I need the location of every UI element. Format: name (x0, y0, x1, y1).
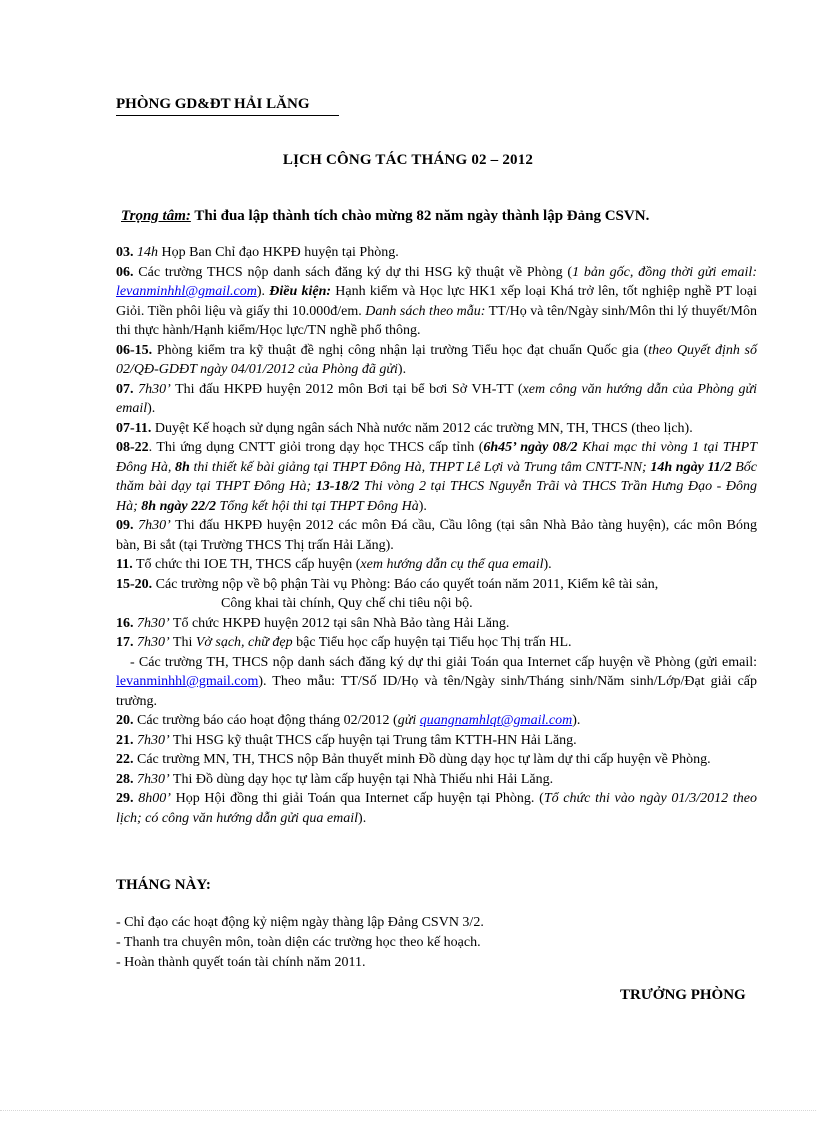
schedule-item-22: 22. Các trường MN, TH, THCS nộp Bản thuyết minh Đồ dùng dạy học tự làm dự thi cấp huyện về Phòng. (116, 752, 711, 767)
schedule-item-21: 21. 7h30’ Thi HSG kỹ thuật THCS cấp huyện tại Trung tâm KTTH-HN Hải Lăng. (116, 732, 577, 748)
schedule-item-20: 20. Các trường báo cáo hoạt động tháng 02/2012 (gửi quangnamhlqt@gmail.com). (116, 713, 581, 728)
schedule-item-17: 17. 7h30’ Thi Vở sạch, chữ đẹp bậc Tiểu học cấp huyện tại Tiểu học Thị trấn HL. (116, 635, 572, 650)
month-heading: THÁNG NÀY: (116, 877, 211, 893)
schedule-item-28: 28. 7h30’ Thi Đồ dùng dạy học tự làm cấp huyện tại Nhà Thiếu nhi Hải Lăng. (116, 771, 554, 787)
schedule-item-09: 09. 7h30’ Thi đấu HKPĐ huyện 2012 các môn Đá cầu, Cầu lông (tại sân Nhà Bảo tàng huyện), các môn Bóng bàn, Bi sắt (tại Trường THCS Thị trấn Hải Lăng). (116, 518, 757, 553)
focus-text: Thi đua lập thành tích chào mừng 82 năm ngày thành lập Đảng CSVN. (190, 208, 650, 224)
schedule-item-29: 29. 8h00’ Họp Hội đồng thi giải Toán qua Internet cấp huyện tại Phòng. (Tổ chức thi vào ngày 01/3/2012 theo lịch; có công văn hướng dẫn gửi qua email). (116, 791, 757, 826)
schedule-item-06-15: 06-15. Phòng kiểm tra kỹ thuật đề nghị công nhận lại trường Tiểu học đạt chuẩn Quốc gia (theo Quyết định số 02/QĐ-GDĐT ngày 04/01/2012 của Phòng đã gửi). (116, 342, 757, 377)
focus-label: Trọng tâm: (121, 208, 191, 224)
page-bottom-divider (0, 1110, 816, 1111)
document-title: LỊCH CÔNG TÁC THÁNG 02 – 2012 (282, 152, 534, 168)
schedule-item-11: 11. Tổ chức thi IOE TH, THCS cấp huyện (xem hướng dẫn cụ thể qua email). (116, 557, 552, 572)
department-header: PHÒNG GD&ĐT HẢI LĂNG (116, 96, 339, 116)
email-link[interactable]: levanminhhl@gmail.com (116, 284, 257, 299)
schedule-item-03: 03. 14h Họp Ban Chỉ đạo HKPĐ huyện tại Phòng. (116, 245, 399, 260)
focus-statement (121, 208, 649, 225)
schedule-item-17-sub: - Các trường TH, THCS nộp danh sách đăng ký dự thi giải Toán qua Internet cấp huyện về Phòng (gửi email: levanminhhl@gmail.com). Theo mẫu: TT/Số ID/Họ và tên/Ngày sinh/Tháng sinh/Năm sinh/Lớp/Đạt giải cấp trường. (116, 654, 757, 709)
signature-title: TRƯỞNG PHÒNG (620, 987, 746, 1003)
email-link[interactable]: quangnamhlqt@gmail.com (419, 713, 573, 728)
month-task-list (116, 913, 484, 973)
schedule-item-06: 06. Các trường THCS nộp danh sách đăng ký dự thi HSG kỹ thuật về Phòng (1 bản gốc, đồng thời gửi email: levanminhhl@gmail.com). Điều kiện: Hạnh kiểm và Học lực HK1 xếp loại Khá trở lên, tốt nghiệp nghề PT loại Giỏi. Tiền phôi liệu và giấy thi 10.000đ/em. Danh sách theo mẫu: TT/Họ và tên/Ngày sinh/Môn thi lý thuyết/Môn thi thực hành/Hạnh kiểm/Học lực/TN nghề phổ thông. (116, 264, 757, 338)
schedule-item-16: 16. 7h30’ Tổ chức HKPĐ huyện 2012 tại sân Nhà Bảo tàng Hải Lăng. (116, 615, 510, 631)
month-task: - Thanh tra chuyên môn, toàn diện các trường học theo kế hoạch. (116, 935, 481, 950)
email-link[interactable]: levanminhhl@gmail.com (116, 674, 259, 689)
schedule-item-15-20: 15-20. Các trường nộp về bộ phận Tài vụ Phòng: Báo cáo quyết toán năm 2011, Kiểm kê tài sản, (116, 576, 659, 592)
schedule-item-07: 07. 7h30’ Thi đấu HKPĐ huyện 2012 môn Bơi tại bể bơi Sở VH-TT (xem công văn hướng dẫn của Phòng gửi email). (116, 381, 757, 416)
schedule-list (116, 243, 757, 828)
month-task: - Hoàn thành quyết toán tài chính năm 2011. (116, 955, 366, 970)
month-task: - Chỉ đạo các hoạt động kỷ niệm ngày thàng lập Đảng CSVN 3/2. (116, 915, 484, 930)
schedule-item-07-11: 07-11. Duyệt Kế hoạch sử dụng ngân sách Nhà nước năm 2012 các trường MN, TH, THCS (theo lịch). (116, 420, 693, 436)
schedule-item-08-22: 08-22. Thi ứng dụng CNTT giỏi trong dạy học THCS cấp tỉnh (6h45’ ngày 08/2 Khai mạc thi vòng 1 tại THPT Đông Hà, 8h thi thiết kế bài giảng tại THPT Đông Hà, THPT Lê Lợi và Trung tâm CNTT-NN; 14h ngày 11/2 Bốc thăm bài dạy tại THPT Đông Hà; 13-18/2 Thi vòng 2 tại THCS Nguyễn Trãi và THCS Trần Hưng Đạo - Đông Hà; 8h ngày 22/2 Tổng kết hội thi tại THPT Đông Hà). (116, 440, 758, 514)
schedule-item-15-20-cont: Công khai tài chính, Quy chế chi tiêu nội bộ. (221, 596, 473, 611)
